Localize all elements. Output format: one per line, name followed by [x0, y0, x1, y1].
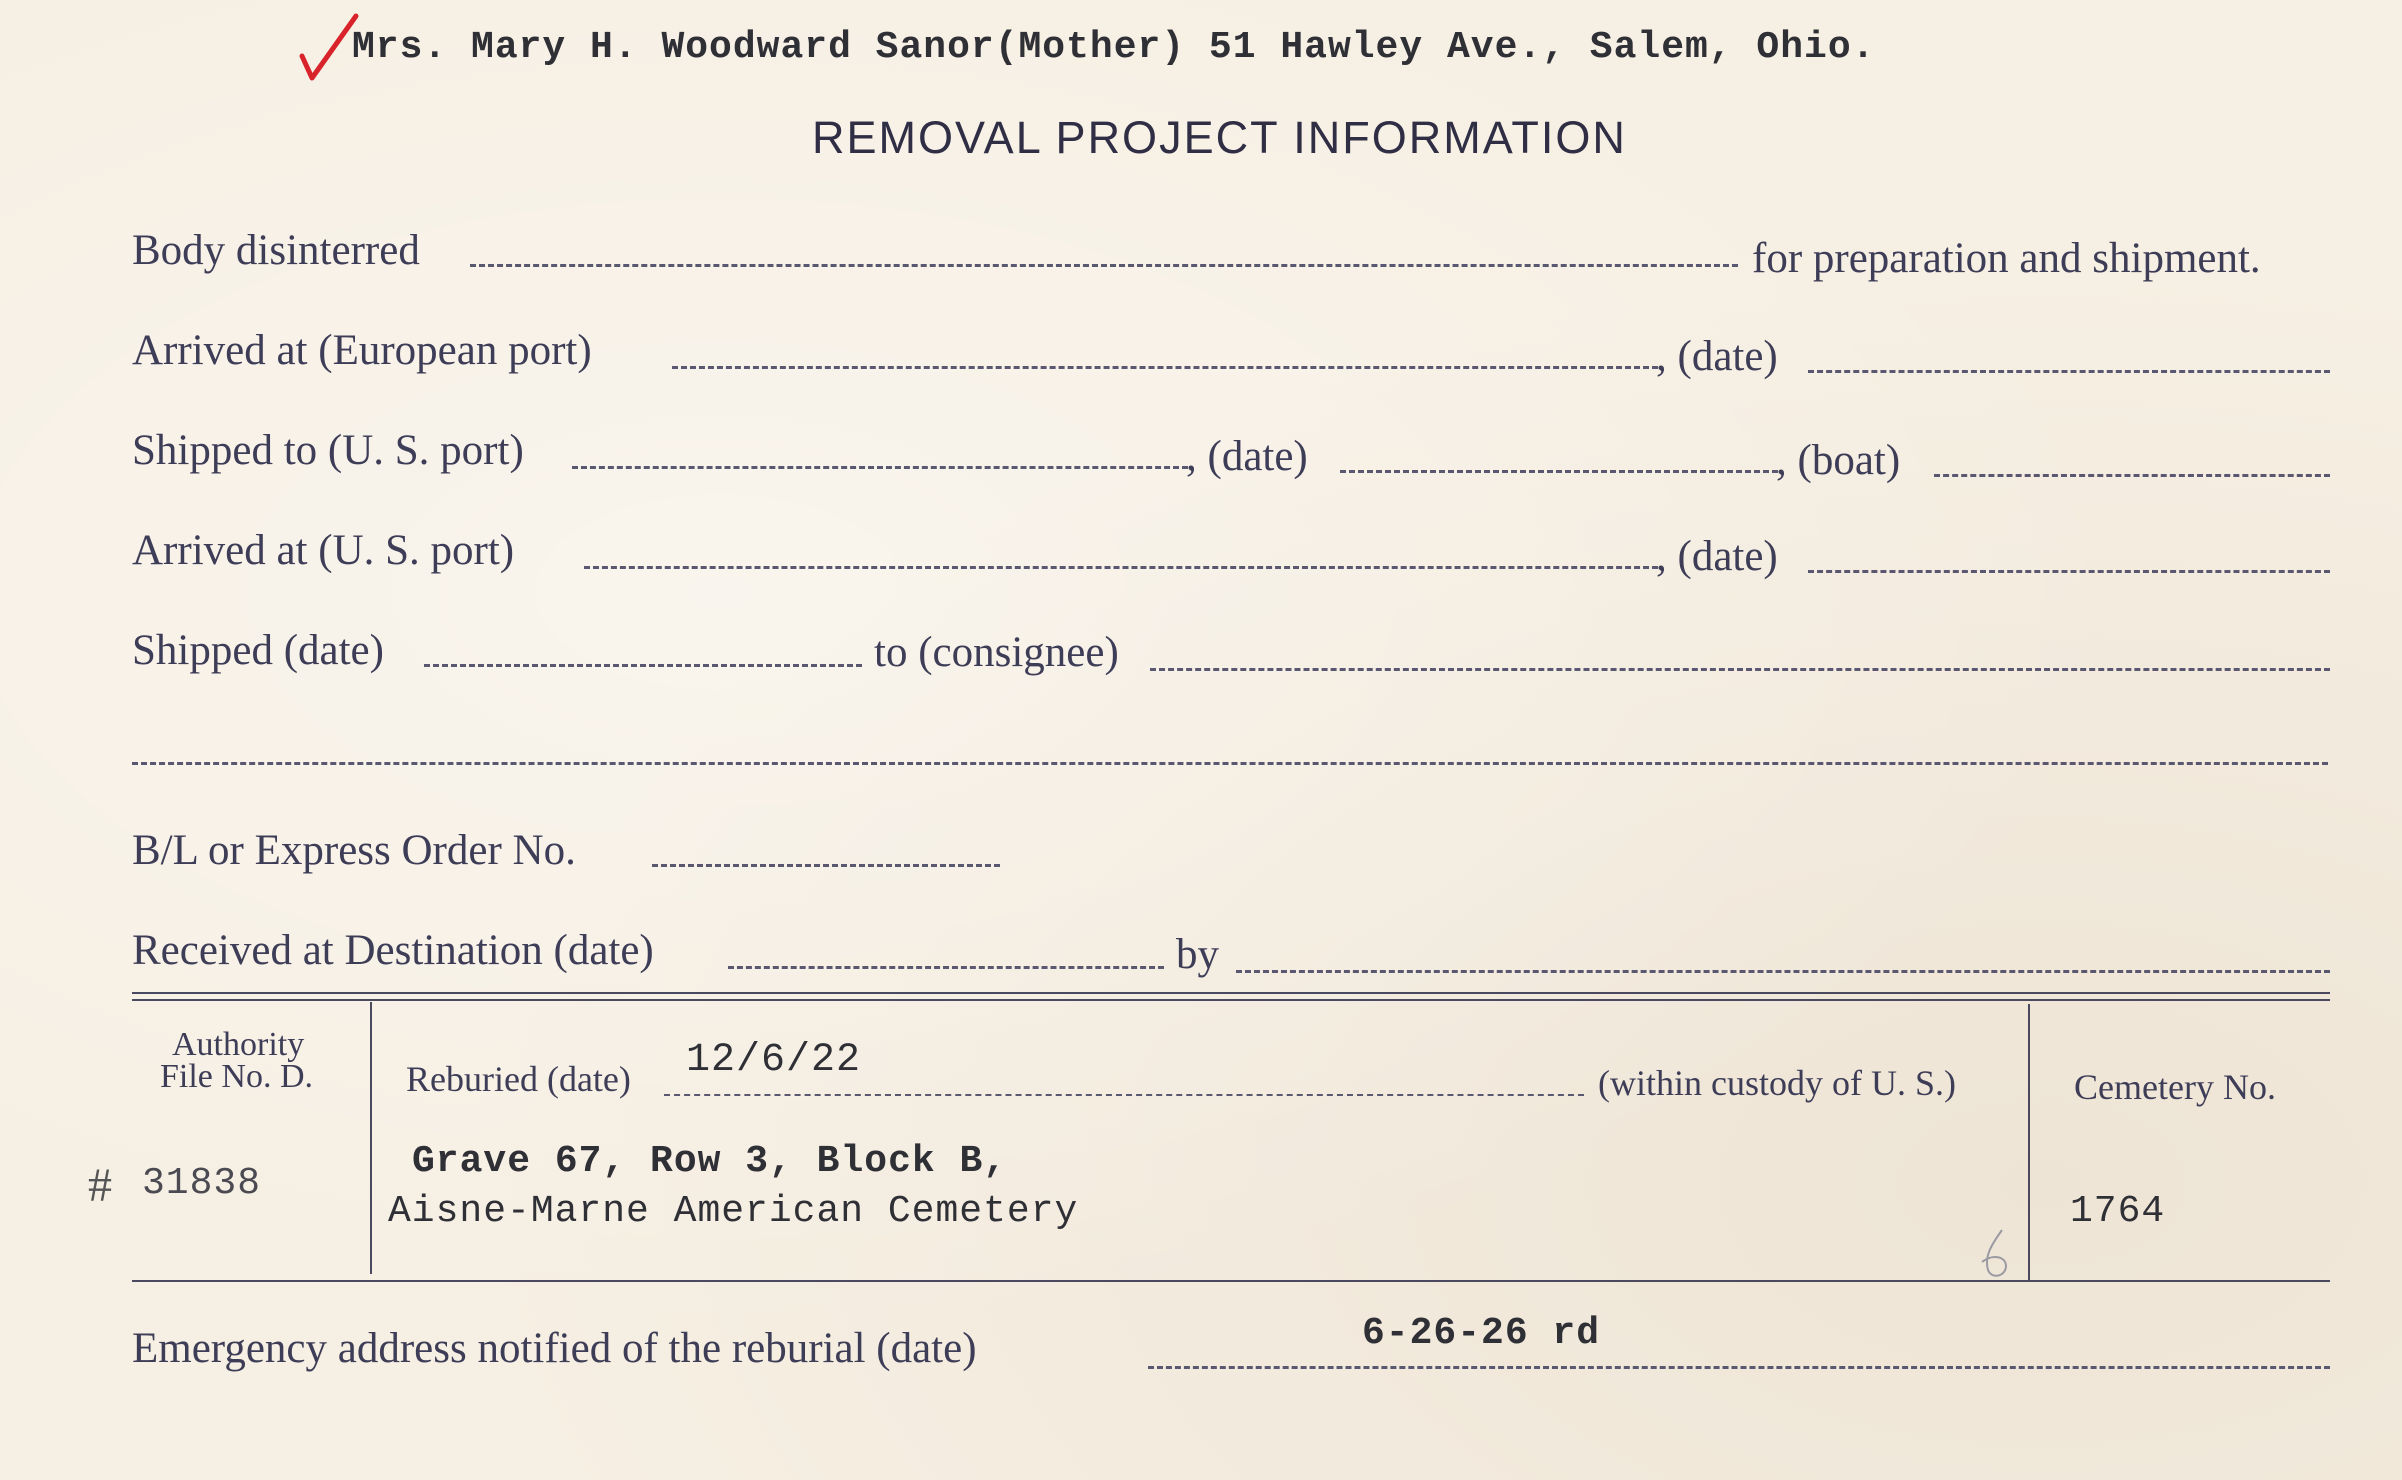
cemetery-number: 1764 — [2070, 1190, 2166, 1233]
body-disinterred-line — [470, 264, 1738, 267]
shipped-date-line — [424, 664, 862, 667]
date-label-1: , (date) — [1656, 333, 1778, 380]
typed-address: Mrs. Mary H. Woodward Sanor(Mother) 51 Hawley Ave., Salem, Ohio. — [352, 26, 1876, 69]
table-bottom-rule — [132, 1280, 2330, 1282]
consignee-line — [1150, 668, 2330, 671]
by-line — [1236, 970, 2330, 973]
bl-order-line — [652, 864, 1000, 867]
bl-order-label: B/L or Express Order No. — [132, 827, 576, 874]
emergency-label: Emergency address notified of the reburial (date) — [132, 1325, 977, 1372]
authority-hash: # — [88, 1159, 112, 1212]
table-divider-left — [370, 1002, 372, 1274]
check-mark-icon — [298, 12, 360, 82]
emergency-date: 6-26-26 rd — [1362, 1312, 1601, 1355]
table-top-rule — [132, 992, 2330, 1001]
emergency-line — [1148, 1366, 2330, 1369]
custody-label: (within custody of U. S.) — [1598, 1063, 1956, 1103]
date-line-3 — [1808, 570, 2330, 573]
shipped-to-us-label: Shipped to (U. S. port) — [132, 427, 524, 474]
by-label: by — [1176, 931, 1219, 978]
date-line-2 — [1340, 470, 1778, 473]
body-disinterred-label: Body disinterred — [132, 227, 420, 274]
authority-file-number: 31838 — [142, 1162, 262, 1205]
arrived-us-line — [584, 566, 1658, 569]
reburied-date: 12/6/22 — [686, 1038, 862, 1083]
table-divider-right — [2028, 1004, 2030, 1280]
authority-label-2: File No. D. — [160, 1058, 313, 1095]
received-label: Received at Destination (date) — [132, 927, 654, 974]
continuation-line — [132, 762, 2328, 765]
shipped-date-label: Shipped (date) — [132, 627, 384, 674]
arrived-european-line — [672, 366, 1658, 369]
shipped-to-us-line — [572, 466, 1188, 469]
reburied-label: Reburied (date) — [406, 1059, 631, 1099]
card-title: REMOVAL PROJECT INFORMATION — [812, 112, 1627, 163]
to-consignee-label: to (consignee) — [874, 629, 1119, 676]
arrived-us-label: Arrived at (U. S. port) — [132, 527, 515, 574]
arrived-european-label: Arrived at (European port) — [132, 327, 592, 374]
for-preparation-label: for preparation and shipment. — [1752, 235, 2261, 282]
boat-label: , (boat) — [1776, 437, 1901, 484]
grave-line-1: Grave 67, Row 3, Block B, — [412, 1140, 1008, 1183]
date-line-1 — [1808, 370, 2330, 373]
pencil-mark-icon — [1972, 1226, 2020, 1284]
boat-line — [1934, 474, 2330, 477]
date-label-3: , (date) — [1656, 533, 1778, 580]
cemetery-label: Cemetery No. — [2074, 1067, 2276, 1107]
date-label-2: , (date) — [1186, 433, 1308, 480]
authority-label-1: Authority — [172, 1026, 305, 1063]
grave-line-2: Aisne-Marne American Cemetery — [388, 1190, 1079, 1233]
received-line — [728, 966, 1164, 969]
reburied-line — [664, 1094, 1584, 1096]
